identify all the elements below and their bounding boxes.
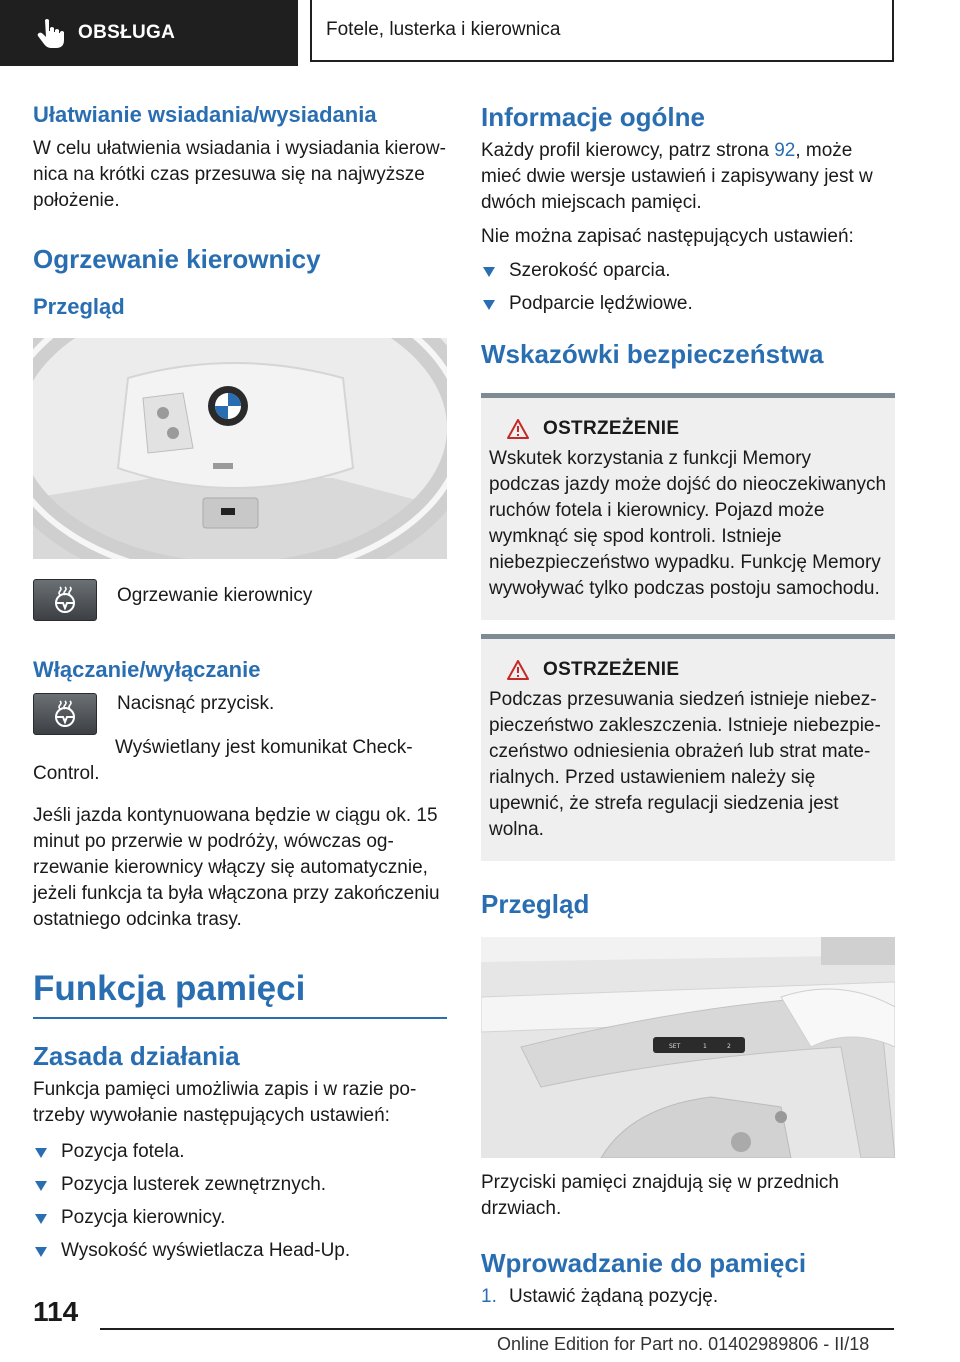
door-button-1: 1 <box>703 1043 707 1050</box>
general-text <box>481 138 895 216</box>
hand-pointer-icon <box>36 18 64 48</box>
list-item <box>481 1284 895 1310</box>
list-item: Pozycja lusterek zewnętrznych. <box>33 1172 447 1198</box>
general-text-end: , może mieć dwie wersje ustawień i zapisywany jest w dwóch miejscach pamięci. <box>481 140 873 213</box>
page-number: 114 <box>33 1296 79 1327</box>
check-control-text: Wyświetlany jest komunikat Check-Control. <box>33 737 413 784</box>
onoff-row <box>33 691 447 735</box>
chapter-header <box>310 0 894 62</box>
safety-heading: Wskazówki bezpieczeństwa <box>481 339 824 369</box>
onoff-heading: Włączanie/wyłączanie <box>33 657 261 682</box>
easy-entry-heading: Ułatwianie wsiadania/wysiadania <box>33 102 377 127</box>
heated-steering-wheel-icon <box>50 699 80 729</box>
heated-steering-wheel-icon <box>50 585 80 615</box>
right-column <box>481 100 895 1310</box>
unsaved-settings-list <box>481 258 895 317</box>
warning-text: Podczas przesuwania siedzeń istnieje niebezpieczeństwo zakleszczenia. Istnieje niebezpieczeństwo odniesienia obrażeń lub strat materialnych. Przed ustawieniem należy się upewnić, że strefa regulacji siedzenia jest wolna. <box>489 689 881 840</box>
press-text: Nacisnąć przycisk. <box>117 693 275 714</box>
warning-box-1 <box>481 393 895 620</box>
list-item: Wysokość wyświetlacza Head-Up. <box>33 1238 447 1264</box>
storing-heading: Wprowadzanie do pamięci <box>481 1248 807 1278</box>
door-button-2: 2 <box>727 1043 731 1050</box>
warning-triangle-icon <box>507 660 529 680</box>
section-tab <box>0 0 298 66</box>
memory-heading: Funkcja pamięci <box>33 967 447 1019</box>
door-memory-buttons-photo <box>481 937 895 1158</box>
general-text-start: Każdy profil kierowcy, patrz strona <box>481 140 775 161</box>
resume-text: Jeśli jazda kontynuowana będzie w ciągu ok. 15 minut po przerwie w podróży, wówczas ogrzewanie kierownicy włączy się automatycznie, jeżeli funkcja ta była włączona przy zakończeniu ostatniego odcinka trasy. <box>33 805 440 930</box>
door-panel-illustration <box>481 937 895 1158</box>
memory-settings-list <box>33 1139 447 1264</box>
principle-text: Funkcja pamięci umożliwia zapis i w razie potrzeby wywołanie następujących ustawień: <box>33 1079 417 1126</box>
left-column <box>33 100 447 1271</box>
warning-title: OSTRZEŻENIE <box>543 418 680 439</box>
door-button-set: SET <box>669 1043 681 1050</box>
steering-wheel-photo <box>33 338 447 559</box>
general-heading: Informacje ogólne <box>481 102 705 132</box>
steering-wheel-illustration <box>33 338 447 559</box>
heating-icon-row <box>33 577 447 621</box>
list-item: Pozycja kierownicy. <box>33 1205 447 1231</box>
storing-steps <box>481 1284 895 1310</box>
warning-text: Wskutek korzystania z funkcji Memory podczas jazdy może dojść do nieoczekiwanych ruchów fotela i kierownicy. Pojazd może wymknąć się spod kontroli. Istnieje niebezpieczeństwo wypadku. Funkcję Memory wywoływać tylko podczas postoju samochodu. <box>489 448 887 599</box>
cannot-save-text: Nie można zapisać następujących ustawień: <box>481 226 854 247</box>
warning-title: OSTRZEŻENIE <box>543 659 680 680</box>
principle-heading: Zasada działania <box>33 1041 240 1071</box>
chapter-title: Fotele, lusterka i kierownica <box>326 19 561 40</box>
heating-overview-heading: Przegląd <box>33 294 125 319</box>
page-link[interactable]: 92 <box>774 140 796 161</box>
section-title: OBSŁUGA <box>78 22 176 43</box>
step-number: 1. <box>481 1286 497 1307</box>
step-text: Ustawić żądaną pozycję. <box>509 1286 719 1307</box>
list-item: Pozycja fotela. <box>33 1139 447 1165</box>
heating-icon-caption: Ogrzewanie kierownicy <box>117 585 313 606</box>
footer-divider <box>100 1328 894 1330</box>
warning-triangle-icon <box>507 419 529 439</box>
warning-title-row <box>507 418 887 440</box>
list-item: Podparcie lędźwiowe. <box>481 291 895 317</box>
warning-box-2 <box>481 634 895 861</box>
overview-caption: Przyciski pamięci znajdują się w przednich drzwiach. <box>481 1172 839 1219</box>
steering-heat-button-icon <box>33 579 97 621</box>
edition-text: Online Edition for Part no. 01402989806 - II/18 <box>497 1334 870 1354</box>
list-item: Szerokość oparcia. <box>481 258 895 284</box>
steering-heat-button-icon-2 <box>33 693 97 735</box>
heating-heading: Ogrzewanie kierownicy <box>33 244 321 274</box>
overview-heading: Przegląd <box>481 889 590 919</box>
easy-entry-text: W celu ułatwienia wsiadania i wysiadania kierownica na krótki czas przesuwa się na najwyższe położenie. <box>33 138 446 211</box>
warning-title-row <box>507 659 887 681</box>
